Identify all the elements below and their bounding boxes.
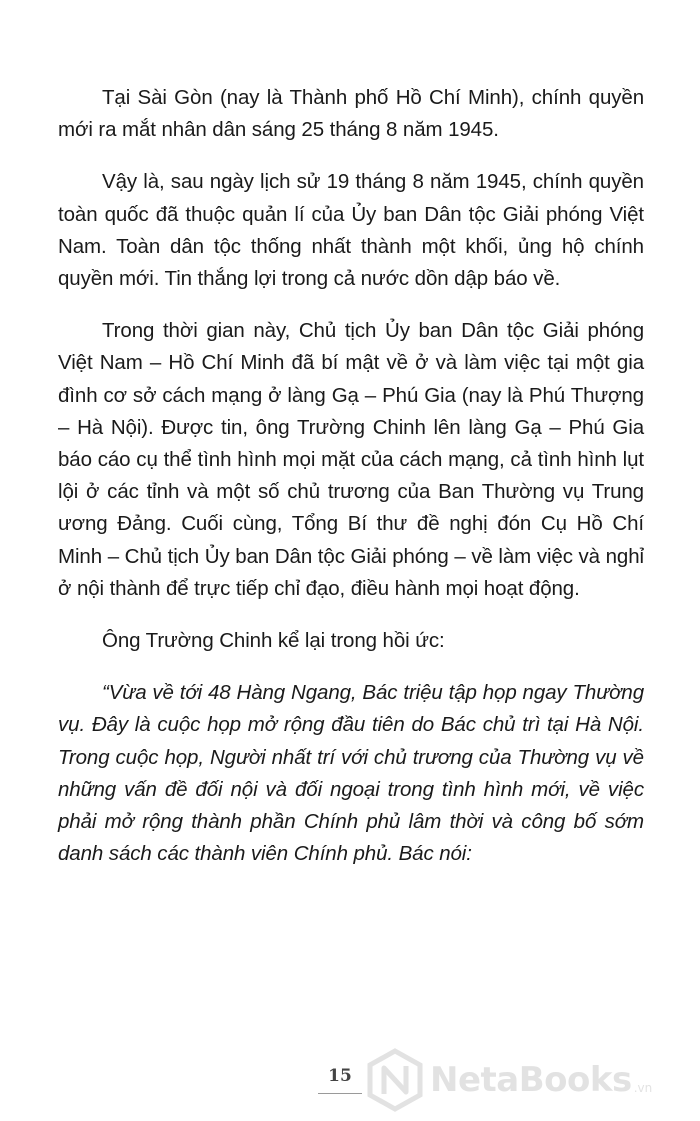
- page-number-rule: [318, 1093, 362, 1094]
- paragraph-chairman-ho-chi-minh: Trong thời gian này, Chủ tịch Ủy ban Dân tộc Giải phóng Việt Nam – Hồ Chí Minh đã bí mật về ở và làm việc tại một gia đình cơ sở cách mạng ở làng Gạ – Phú Gia (nay là Phú Thượng – Hà Nội). Được tin, ông Trường Chinh lên làng Gạ – Phú Gia báo cáo cụ thể tình hình mọi mặt của cách mạng, cả tình hình lụt lội ở các tỉnh và một số chủ trương của Ban Thường vụ Trung ương Đảng. Cuối cùng, Tổng Bí thư đề nghị đón Cụ Hồ Chí Minh – Chủ tịch Ủy ban Dân tộc Giải phóng – về làm việc và nghỉ ở nội thành để trực tiếp chỉ đạo, điều hành mọi hoạt động.: [58, 319, 644, 600]
- memoir-quote: “Vừa về tới 48 Hàng Ngang, Bác triệu tập họp ngay Thường vụ. Đây là cuộc họp mở rộng đầu tiên do Bác chủ trì tại Hà Nội. Trong cuộc họp, Người nhất trí với chủ trương của Thường vụ về những vấn đề đối nội và đối ngoại trong tình hình mới, về việc phải mở rộng thành phần Chính phủ lâm thời và công bố sớm danh sách các thành viên Chính phủ. Bác nói:: [58, 681, 644, 866]
- watermark-suffix: .vn: [633, 1081, 653, 1095]
- page-number: 15: [328, 1066, 352, 1086]
- watermark-brand: NetaBooks: [430, 1060, 632, 1100]
- watermark: [366, 1048, 652, 1112]
- paragraph-saigon: Tại Sài Gòn (nay là Thành phố Hồ Chí Minh), chính quyền mới ra mắt nhân dân sáng 25 tháng 8 năm 1945.: [58, 86, 644, 142]
- netabooks-logo-icon: [366, 1048, 424, 1112]
- paragraph-memoir-intro: Ông Trường Chinh kể lại trong hồi ức:: [102, 629, 445, 653]
- page-body: [58, 82, 644, 890]
- paragraph-national-government: Vậy là, sau ngày lịch sử 19 tháng 8 năm 1945, chính quyền toàn quốc đã thuộc quản lí của Ủy ban Dân tộc Giải phóng Việt Nam. Toàn dân tộc thống nhất thành một khối, ủng hộ chính quyền mới. Tin thắng lợi trong cả nước dồn dập báo về.: [58, 170, 644, 291]
